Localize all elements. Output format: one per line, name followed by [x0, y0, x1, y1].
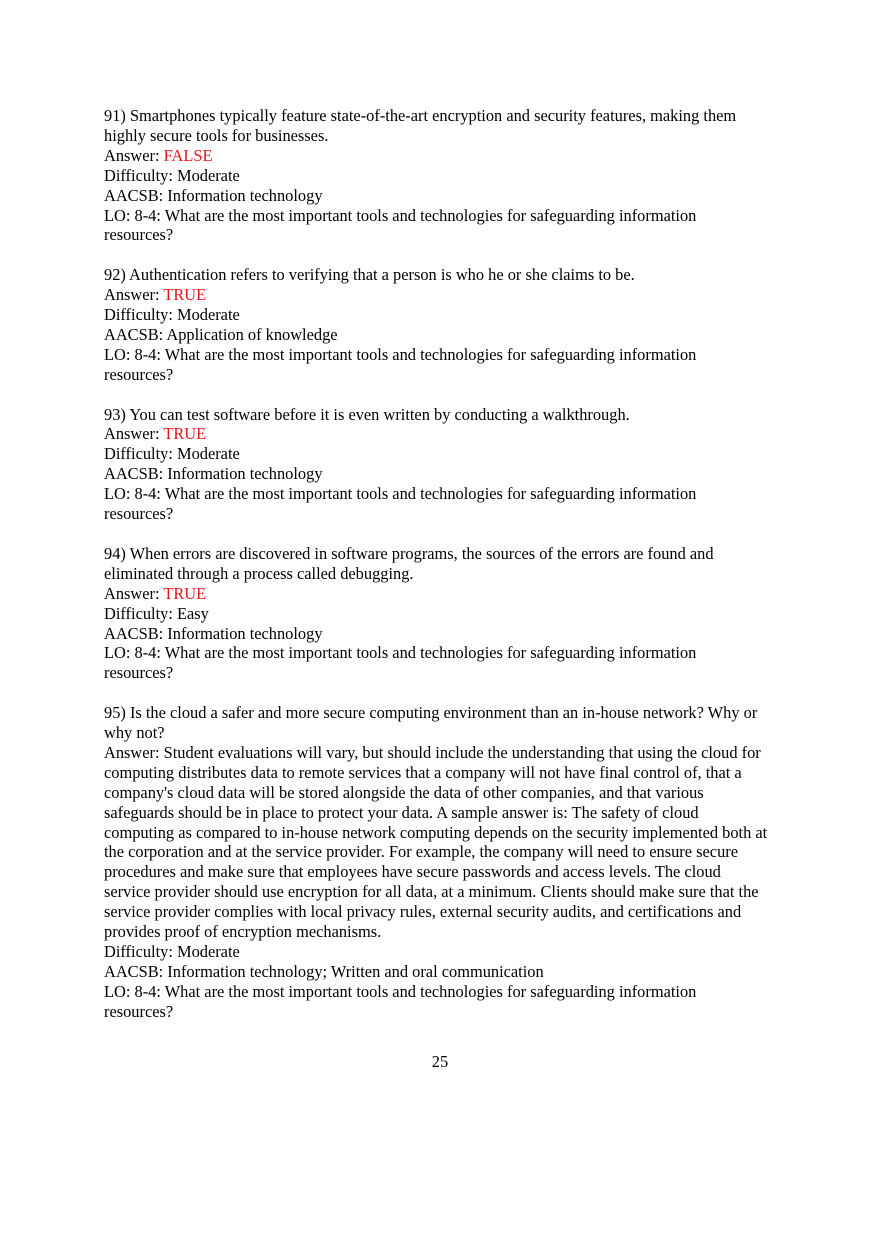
difficulty-line: Difficulty: Easy: [104, 603, 209, 623]
answer-line: [104, 285, 769, 305]
answer-line: [104, 584, 769, 604]
aacsb-line: AACSB: Information technology: [104, 185, 323, 205]
answer-value: TRUE: [163, 285, 207, 305]
difficulty-line: Difficulty: Moderate: [104, 305, 240, 325]
question-text: 91) Smartphones typically feature state-of-the-art encryption and security features, making them highly secure tools for businesses.: [104, 106, 737, 145]
answer-line: [104, 424, 769, 444]
question-92: [104, 265, 769, 384]
answer-value: TRUE: [163, 583, 207, 603]
difficulty-line: Difficulty: Moderate: [104, 942, 240, 961]
question-text: 92) Authentication refers to verifying that a person is who he or she claims to be.: [104, 265, 635, 285]
page-number: 25: [431, 1052, 449, 1071]
question-text: 93) You can test software before it is even written by conducting a walkthrough.: [104, 404, 630, 424]
aacsb-line: AACSB: Application of knowledge: [104, 324, 338, 344]
aacsb-line: AACSB: Information technology; Written and oral communication: [104, 961, 544, 981]
answer-label: Answer:: [104, 145, 164, 165]
aacsb-line: AACSB: Information technology: [104, 464, 323, 484]
question-95: [104, 703, 769, 1022]
question-93: [104, 405, 769, 524]
answer-line: [104, 146, 769, 166]
difficulty-line: Difficulty: Moderate: [104, 444, 240, 464]
question-91: [104, 106, 769, 245]
learning-objective-line: LO: 8-4: What are the most important tools and technologies for safeguarding information resources?: [104, 205, 697, 245]
learning-objective-line: LO: 8-4: What are the most important tools and technologies for safeguarding information resources?: [104, 981, 697, 1021]
document-page: [104, 106, 769, 1042]
answer-value: FALSE: [163, 145, 213, 165]
aacsb-line: AACSB: Information technology: [104, 623, 323, 643]
answer-label: Answer:: [104, 583, 164, 603]
answer-value: TRUE: [163, 424, 207, 444]
answer-label: Answer:: [104, 424, 164, 444]
learning-objective-line: LO: 8-4: What are the most important tools and technologies for safeguarding information resources?: [104, 643, 697, 683]
learning-objective-line: LO: 8-4: What are the most important tools and technologies for safeguarding information resources?: [104, 484, 697, 524]
question-text: 94) When errors are discovered in software programs, the sources of the errors are found and eliminated through a process called debugging.: [104, 543, 714, 583]
difficulty-line: Difficulty: Moderate: [104, 165, 240, 185]
answer-text: Answer: Student evaluations will vary, but should include the understanding that using the cloud for computing distributes data to remote services that a company will not have final control of, that a company's cloud data will be stored alongside the data of other companies, and that various safeguards should be in place to protect your data. A sample answer is: The safety of cloud computing as compared to in-house network computing depends on the security implemented both at the corporation and at the service provider. For example, the company will need to ensure secure procedures and make sure that employees have secure passwords and access levels. The cloud service provider should use encryption for all data, at a minimum. Clients should make sure that the service provider complies with local privacy rules, external security audits, and certifications and provides proof of encryption mechanisms.: [104, 742, 768, 942]
question-94: [104, 544, 769, 683]
answer-label: Answer:: [104, 285, 164, 305]
question-text: 95) Is the cloud a safer and more secure computing environment than an in-house network? Why or why not?: [104, 703, 758, 743]
learning-objective-line: LO: 8-4: What are the most important tools and technologies for safeguarding information resources?: [104, 344, 697, 384]
